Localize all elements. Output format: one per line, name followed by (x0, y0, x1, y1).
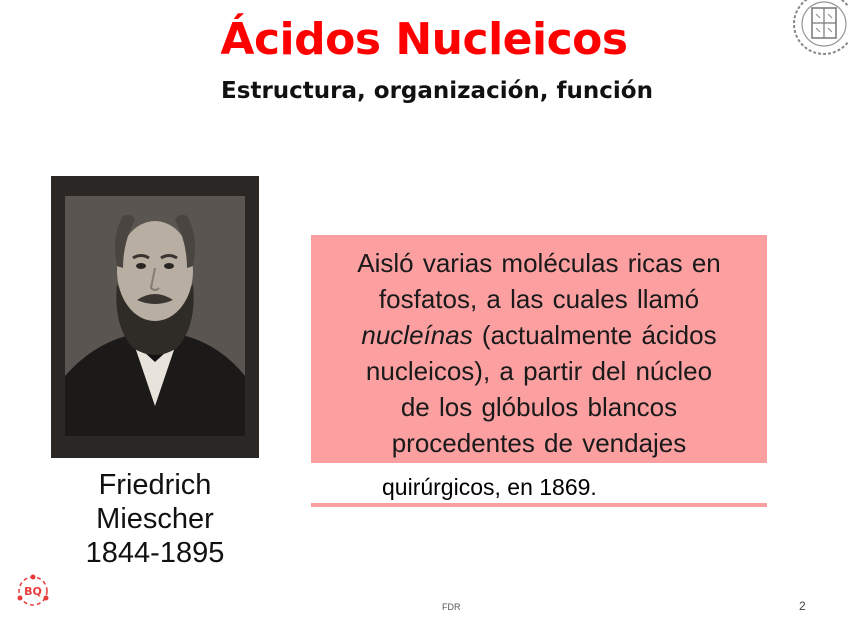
bq-logo-text: BQ (24, 585, 42, 598)
italic-term: nucleínas (361, 320, 473, 350)
description-line: de los glóbulos blancos (400, 392, 678, 422)
bq-logo-icon (14, 572, 52, 610)
description-line: procedentes de vendajes (391, 428, 687, 458)
portrait-photo (51, 176, 259, 458)
caption-first-name: Friedrich (98, 469, 212, 501)
university-seal-icon (782, 0, 848, 60)
slide-subtitle: Estructura, organización, función (221, 78, 653, 104)
description-last-line: quirúrgicos, en 1869. (382, 474, 597, 500)
description-line: nucleicos), a partir del núcleo (365, 356, 713, 386)
slide-title: Ácidos Nucleicos (220, 14, 628, 65)
portrait-caption (60, 468, 250, 570)
page-number: 2 (799, 599, 806, 613)
description-line: Aisló varias moléculas ricas en (357, 248, 721, 278)
description-line: fosfatos, a las cuales llamó (378, 284, 700, 314)
footer-text: FDR (442, 602, 461, 612)
description-textbox (311, 235, 767, 463)
description-line: nucleínas (actualmente ácidos (361, 320, 717, 350)
caption-last-name: Miescher (96, 503, 214, 535)
caption-years: 1844-1895 (85, 537, 225, 569)
